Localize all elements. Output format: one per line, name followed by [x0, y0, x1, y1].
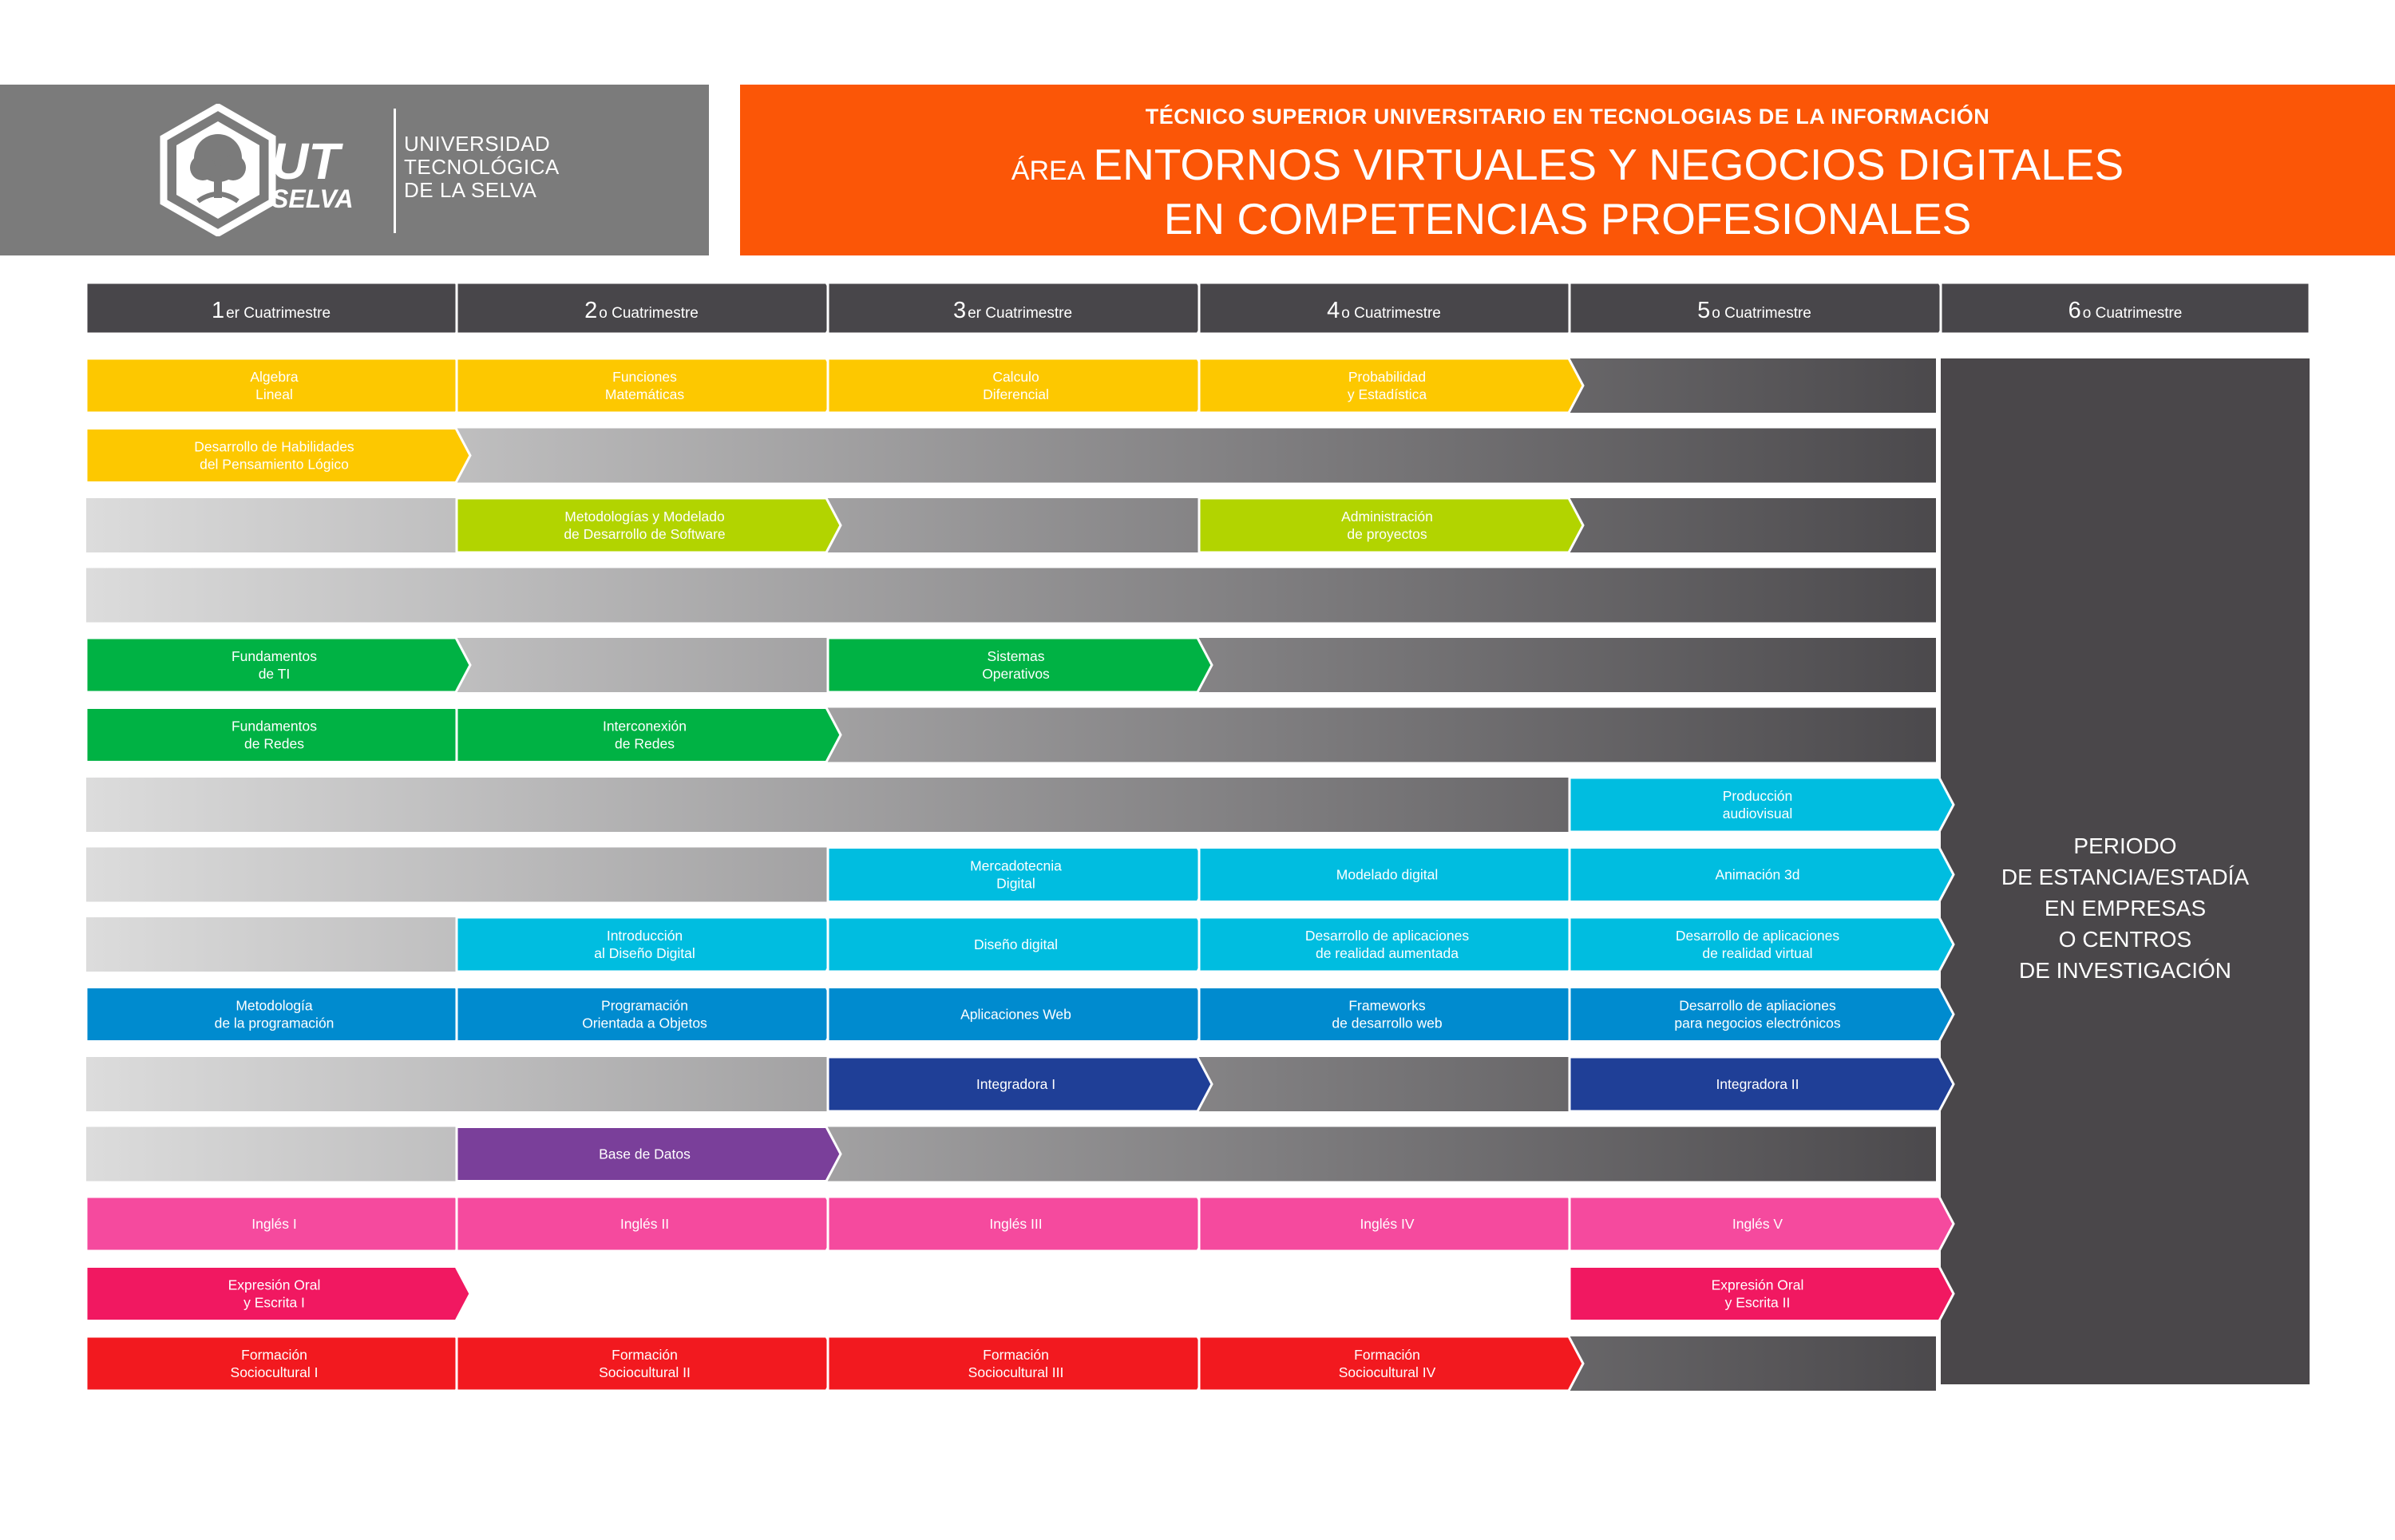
- subject-cell: [86, 358, 470, 413]
- subject-name: Inglés I: [251, 1216, 297, 1232]
- subject-name: Formación: [612, 1347, 678, 1363]
- subject-name: audiovisual: [1722, 806, 1793, 821]
- subject-name: del Pensamiento Lógico: [200, 456, 349, 473]
- subject-name: Funciones: [612, 369, 677, 385]
- subject-name: Inglés II: [620, 1216, 670, 1232]
- subject-name: Lineal: [255, 386, 293, 402]
- subject-name: de la programación: [214, 1015, 335, 1031]
- subject-name: Formación: [241, 1347, 307, 1363]
- subject-name: Diseño digital: [973, 936, 1059, 952]
- semester-number: 2: [584, 298, 598, 323]
- subject-name: Sociocultural II: [599, 1364, 691, 1380]
- subject-name: de Redes: [615, 735, 675, 752]
- subject-name: Inglés IV: [1360, 1216, 1415, 1232]
- subject-cell: [1199, 1336, 1583, 1391]
- subject-name: Matemáticas: [604, 386, 685, 402]
- subject-cell: [828, 358, 1212, 413]
- semester-suffix: o Cuatrimestre: [599, 305, 699, 322]
- row-background: [86, 1127, 1936, 1182]
- subject-name: Introducción: [606, 928, 683, 944]
- subject-name: Sociocultural III: [968, 1364, 1064, 1380]
- subject-name: Orientada a Objetos: [582, 1015, 707, 1031]
- subject-name: Sistemas: [987, 648, 1045, 664]
- estancia-text: DE INVESTIGACIÓN: [2018, 958, 2232, 983]
- subject-name: para negocios electrónicos: [1674, 1015, 1841, 1031]
- subject-name: Desarrollo de apliaciones: [1679, 997, 1836, 1014]
- estancia-text: O CENTROS: [2058, 927, 2192, 952]
- subject-name: Inglés III: [989, 1216, 1043, 1232]
- subject-name: Expresión Oral: [1711, 1277, 1804, 1293]
- semester-suffix: o Cuatrimestre: [1341, 305, 1441, 322]
- subject-name: Probabilidad: [1348, 369, 1427, 385]
- subject-name: Sociocultural IV: [1338, 1364, 1436, 1380]
- subject-cell: [1199, 988, 1583, 1042]
- subject-cell: [457, 498, 841, 552]
- estancia-text: DE ESTANCIA/ESTADÍA: [2001, 865, 2250, 889]
- subject-name: Diferencial: [983, 386, 1049, 402]
- subject-name: Animación 3d: [1715, 866, 1800, 883]
- subject-name: Sociocultural I: [230, 1364, 319, 1380]
- subject-cell: [1570, 917, 1954, 972]
- subject-name: Desarrollo de aplicaciones: [1675, 928, 1840, 944]
- subject-cell: [1570, 778, 1954, 832]
- subject-name: de proyectos: [1347, 526, 1427, 542]
- subject-name: y Escrita I: [243, 1294, 305, 1311]
- subject-name: Desarrollo de aplicaciones: [1304, 928, 1470, 944]
- area-title-line-2: EN COMPETENCIAS PROFESIONALES: [1163, 194, 1972, 243]
- subject-cell: [86, 638, 470, 692]
- subject-name: de TI: [258, 666, 291, 682]
- subject-name: Integradora II: [1716, 1076, 1799, 1092]
- subject-name: Desarrollo de Habilidades: [194, 438, 354, 455]
- semester-suffix: er Cuatrimestre: [968, 305, 1073, 322]
- subject-cell: [1570, 1267, 1954, 1321]
- row-background: [86, 568, 1936, 623]
- subject-name: Administración: [1341, 509, 1433, 525]
- subject-name: Calculo: [992, 369, 1039, 385]
- university-name-line: DE LA SELVA: [404, 178, 537, 202]
- subject-cell: [457, 358, 841, 413]
- university-name-line: TECNOLÓGICA: [404, 155, 560, 179]
- subject-cell: [1199, 917, 1583, 972]
- subject-name: Fundamentos: [231, 718, 318, 734]
- subject-name: Base de Datos: [599, 1146, 691, 1162]
- subject-name: Metodología: [236, 997, 313, 1014]
- subject-cell: [1199, 358, 1583, 413]
- subject-name: Mercadotecnia: [970, 857, 1062, 874]
- subject-cell: [457, 708, 841, 762]
- subject-cell: [828, 848, 1212, 902]
- subject-cell: [457, 1336, 841, 1391]
- subject-name: Frameworks: [1348, 997, 1426, 1014]
- subject-name: Fundamentos: [231, 648, 318, 664]
- subject-name: Expresión Oral: [228, 1277, 321, 1293]
- estancia-text: PERIODO: [2073, 833, 2177, 858]
- subject-name: de desarrollo web: [1332, 1015, 1443, 1031]
- subject-name: Interconexión: [602, 718, 687, 734]
- subject-cell: [86, 1336, 470, 1391]
- subject-name: Operativos: [982, 666, 1050, 682]
- subject-name: y Estadística: [1347, 386, 1427, 402]
- logo-word-ut: UT: [271, 134, 340, 190]
- subject-cell: [86, 988, 470, 1042]
- subject-name: Formación: [983, 1347, 1049, 1363]
- subject-cell: [828, 638, 1212, 692]
- subject-name: Producción: [1722, 788, 1793, 804]
- subject-name: Programación: [601, 997, 688, 1014]
- semester-number: 5: [1697, 298, 1711, 323]
- subject-name: Inglés V: [1732, 1216, 1783, 1232]
- subject-name: Formación: [1354, 1347, 1420, 1363]
- logo-word-selva: SELVA: [271, 184, 354, 211]
- semester-number: 6: [2068, 298, 2081, 323]
- subject-name: Integradora I: [976, 1076, 1056, 1092]
- subject-name: Metodologías y Modelado: [564, 509, 725, 525]
- estancia-text: EN EMPRESAS: [2044, 896, 2207, 920]
- semester-number: 4: [1327, 298, 1340, 323]
- subject-name: Aplicaciones Web: [960, 1006, 1071, 1023]
- subject-name: Digital: [996, 875, 1035, 892]
- subject-name: de Redes: [244, 735, 304, 752]
- semester-suffix: o Cuatrimestre: [2082, 305, 2183, 322]
- subject-name: y Escrita II: [1724, 1294, 1791, 1311]
- subject-cell: [1570, 988, 1954, 1042]
- subject-name: de realidad virtual: [1702, 945, 1813, 961]
- semester-suffix: er Cuatrimestre: [226, 305, 331, 322]
- row-background: [86, 498, 1936, 552]
- subject-name: al Diseño Digital: [594, 945, 695, 961]
- subject-cell: [1199, 498, 1583, 552]
- subject-cell: [828, 1336, 1212, 1391]
- subject-cell: [457, 917, 841, 972]
- subject-name: de Desarrollo de Software: [564, 526, 726, 542]
- subject-name: Modelado digital: [1336, 866, 1439, 883]
- university-name-line: UNIVERSIDAD: [404, 132, 551, 156]
- program-title: TÉCNICO SUPERIOR UNIVERSITARIO EN TECNOLOGIAS DE LA INFORMACIÓN: [1145, 105, 1990, 129]
- semester-number: 1: [211, 298, 225, 323]
- subject-cell: [86, 429, 470, 483]
- subject-name: Algebra: [250, 369, 299, 385]
- area-title-text: ENTORNOS VIRTUALES Y NEGOCIOS DIGITALES: [1093, 140, 2124, 189]
- subject-cell: [457, 988, 841, 1042]
- subject-name: de realidad aumentada: [1315, 945, 1459, 961]
- subject-cell: [86, 1267, 470, 1321]
- semester-suffix: o Cuatrimestre: [1712, 305, 1811, 322]
- area-prefix: ÁREA: [1011, 156, 1086, 186]
- subject-cell: [86, 708, 470, 762]
- semester-number: 3: [952, 298, 967, 323]
